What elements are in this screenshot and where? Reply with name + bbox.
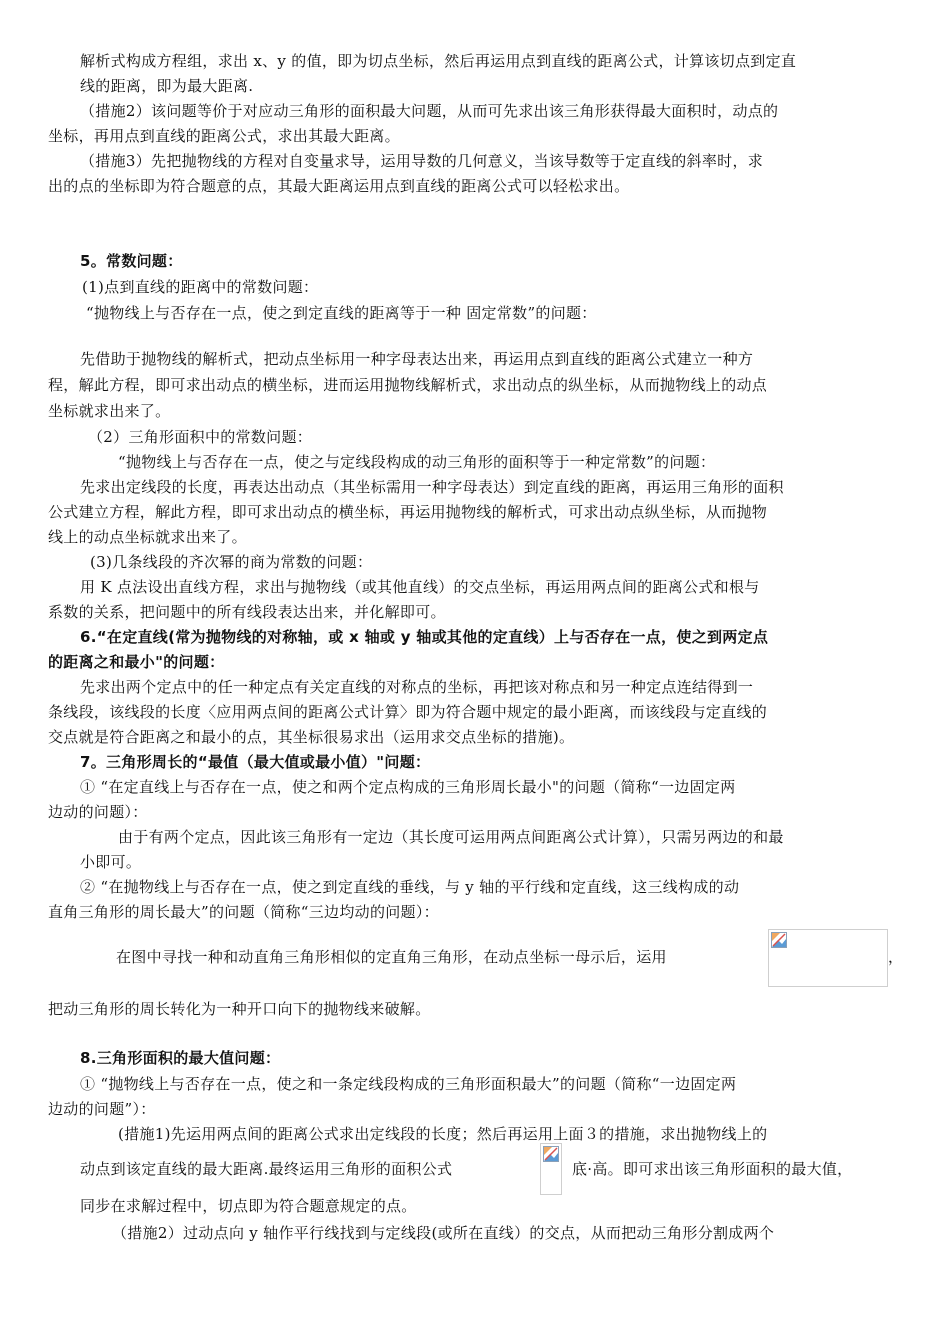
paragraph-line: 先借助于抛物线的解析式，把动点坐标用一种字母表达出来，再运用点到直线的距离公式建立一种方 bbox=[80, 350, 754, 368]
paragraph-line: 用 K 点法设出直线方程，求出与抛物线（或其他直线）的交点坐标，再运用两点间的距离公式和根与 bbox=[80, 578, 760, 596]
paragraph-line: （措施2）过动点向 y 轴作平行线找到与定线段(或所在直线）的交点，从而把动三角形分割成两个 bbox=[112, 1224, 775, 1242]
numbered-item: ② “在抛物线上与否存在一点，使之到定直线的垂线，与 y 轴的平行线和定直线，这三线构成的动 bbox=[80, 878, 740, 896]
paragraph-line: 出的点的坐标即为符合题意的点，其最大距离运用点到直线的距离公式可以轻松求出。 bbox=[48, 177, 630, 195]
section-heading-7: 7。三角形周长的“最值（最大值或最小值）"问题： bbox=[80, 753, 431, 771]
paragraph-line: 在图中寻找一种和动直角三角形相似的定直角三角形，在动点坐标一母示后，运用 bbox=[116, 948, 667, 966]
numbered-item-cont: 直角三角形的周长最大”的问题（简称“三边均动的问题）： bbox=[48, 903, 439, 921]
paragraph-line: 系数的关系，把问题中的所有线段表达出来，并化解即可。 bbox=[48, 603, 446, 621]
paragraph-line: 由于有两个定点，因此该三角形有一定边（其长度可运用两点间距离公式计算），只需另两边的和最 bbox=[118, 828, 784, 846]
numbered-item-cont: 边动的问题”）： bbox=[48, 1100, 156, 1118]
paragraph-line: 先求出定线段的长度，再表达出动点（其坐标需用一种字母表达）到定直线的距离，再运用三角形的面积 bbox=[80, 478, 784, 496]
formula-image-placeholder bbox=[768, 929, 888, 987]
subsection-heading: (3)几条线段的齐次幂的商为常数的问题： bbox=[90, 553, 373, 571]
numbered-item: ① “在定直线上与否存在一点，使之和两个定点构成的三角形周长最小"的问题（简称“一边固定两 bbox=[80, 778, 736, 796]
formula-image-placeholder bbox=[540, 1143, 562, 1195]
paragraph-line: （措施2）该问题等价于对应动三角形的面积最大问题，从而可先求出该三角形获得最大面积时，动点的 bbox=[80, 102, 779, 120]
paragraph-line: 线上的动点坐标就求出来了。 bbox=[48, 528, 247, 546]
paragraph-line: 把动三角形的周长转化为一种开口向下的抛物线来破解。 bbox=[48, 1000, 431, 1018]
broken-image-icon bbox=[771, 932, 787, 948]
paragraph-line: 公式建立方程，解此方程，即可求出动点的横坐标，再运用抛物线的解析式，可求出动点纵坐标，从而抛物 bbox=[48, 503, 768, 521]
paragraph-line: 底·高。即可求出该三角形面积的最大值， bbox=[572, 1160, 853, 1178]
paragraph-line: 坐标就求出来了。 bbox=[48, 402, 171, 420]
paragraph-line: 程，解此方程，即可求出动点的横坐标，进而运用抛物线解析式，求出动点的纵坐标，从而抛物线上的动点 bbox=[48, 376, 768, 394]
paragraph-line: 动点到该定直线的最大距离.最终运用三角形的面积公式 bbox=[80, 1160, 453, 1178]
section-heading-6-cont: 的距离之和最小"的问题： bbox=[48, 653, 225, 671]
broken-image-icon bbox=[543, 1146, 559, 1162]
section-heading-6: 6.“在定直线(常为抛物线的对称轴，或 x 轴或 y 轴或其他的定直线）上与否存在一点，使之到两定点 bbox=[80, 628, 769, 646]
numbered-item: ① “抛物线上与否存在一点，使之和一条定线段构成的三角形面积最大”的问题（简称“一边固定两 bbox=[80, 1075, 737, 1093]
paragraph-line: 同步在求解过程中，切点即为符合题意规定的点。 bbox=[80, 1197, 417, 1215]
numbered-item-cont: 边动的问题）： bbox=[48, 803, 148, 821]
paragraph-line: （措施3）先把抛物线的方程对自变量求导，运用导数的几何意义，当该导数等于定直线的斜率时，求 bbox=[80, 152, 764, 170]
section-heading-5: 5。常数问题： bbox=[80, 252, 183, 270]
subsection-heading: （2）三角形面积中的常数问题： bbox=[88, 428, 313, 446]
paragraph-line: (措施1)先运用两点间的距离公式求出定线段的长度；然后再运用上面３的措施，求出抛物线上的 bbox=[118, 1125, 768, 1143]
paragraph-line: 交点就是符合距离之和最小的点，其坐标很易求出（运用求交点坐标的措施)。 bbox=[48, 728, 575, 746]
paragraph-line: 先求出两个定点中的任一种定点有关定直线的对称点的坐标，再把该对称点和另一种定点连结得到一 bbox=[80, 678, 754, 696]
paragraph-line: 坐标，再用点到直线的距离公式，求出其最大距离。 bbox=[48, 127, 400, 145]
subsection-heading: (1)点到直线的距离中的常数问题： bbox=[82, 278, 319, 296]
paragraph-line: 线的距离，即为最大距离. bbox=[80, 77, 254, 95]
paragraph-line: 解析式构成方程组，求出 x、y 的值，即为切点坐标，然后再运用点到直线的距离公式，计算该切点到定直 bbox=[80, 52, 797, 70]
punctuation: ， bbox=[888, 948, 904, 966]
section-heading-8: 8.三角形面积的最大值问题： bbox=[80, 1049, 281, 1067]
problem-statement: “抛物线上与否存在一点，使之与定线段构成的动三角形的面积等于一种定常数”的问题： bbox=[118, 453, 716, 471]
paragraph-line: 条线段，该线段的长度〈应用两点间的距离公式计算〉即为符合题中规定的最小距离，而该线段与定直线的 bbox=[48, 703, 768, 721]
paragraph-line: 小即可。 bbox=[80, 853, 142, 871]
problem-statement: “抛物线上与否存在一点，使之到定直线的距离等于一种 固定常数”的问题： bbox=[86, 304, 597, 322]
